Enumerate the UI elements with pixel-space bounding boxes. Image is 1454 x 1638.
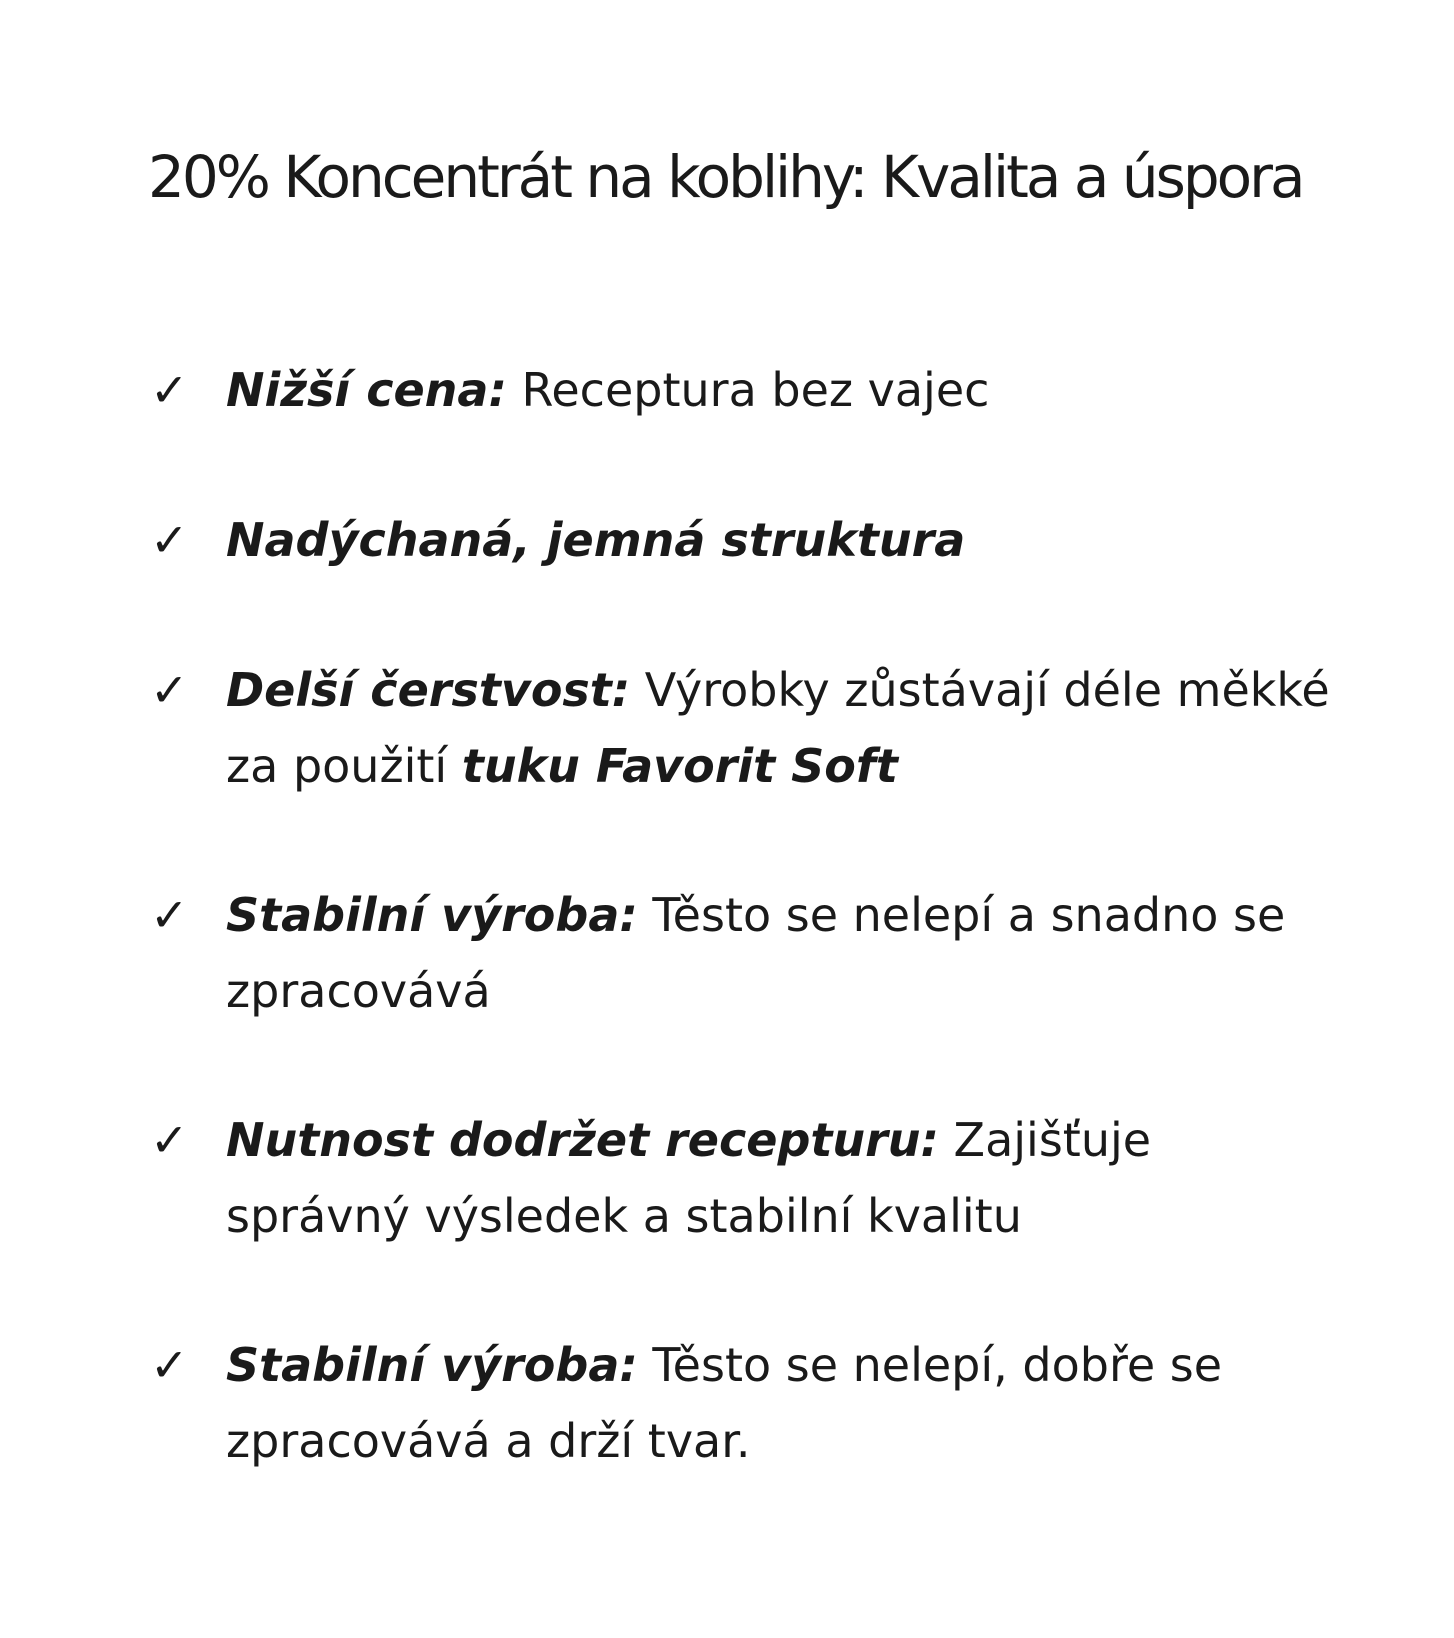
benefit-text <box>226 877 1346 1029</box>
checkmark-icon: ✓ <box>150 363 189 417</box>
benefit-lead: Nadýchaná, jemná struktura <box>226 513 966 567</box>
benefit-lead: Stabilní výroba: <box>226 888 638 942</box>
checkmark-icon: ✓ <box>150 1338 189 1392</box>
benefit-lead: Delší čerstvost: <box>226 663 631 717</box>
checkmark-icon: ✓ <box>150 663 189 717</box>
benefit-text <box>226 502 1346 578</box>
checkmark-icon: ✓ <box>150 1113 189 1167</box>
benefit-description: Výrobky zůstávají déle měkké za použití <box>226 663 1330 793</box>
checkmark-icon: ✓ <box>150 888 189 942</box>
checkmark-icon: ✓ <box>150 513 189 567</box>
benefit-description: Těsto se nelepí, dobře se zpracovává a drží tvar. <box>226 1338 1223 1468</box>
benefit-highlight: tuku Favorit Soft <box>461 739 898 793</box>
benefit-text <box>226 1327 1346 1479</box>
page-title: 20% Koncentrát na koblihy: Kvalita a úspora <box>148 143 1303 211</box>
benefit-lead: Stabilní výroba: <box>226 1338 638 1392</box>
benefit-text <box>226 1102 1346 1254</box>
benefit-description: Receptura bez vajec <box>506 363 990 417</box>
benefit-lead: Nižší cena: <box>226 363 507 417</box>
benefit-text <box>226 352 1346 428</box>
benefit-lead: Nutnost dodržet recepturu: <box>226 1113 939 1167</box>
benefit-description: Zajišťuje správný výsledek a stabilní kvalitu <box>226 1113 1152 1243</box>
benefit-text <box>226 652 1346 804</box>
benefit-description: Těsto se nelepí a snadno se zpracovává <box>226 888 1286 1018</box>
